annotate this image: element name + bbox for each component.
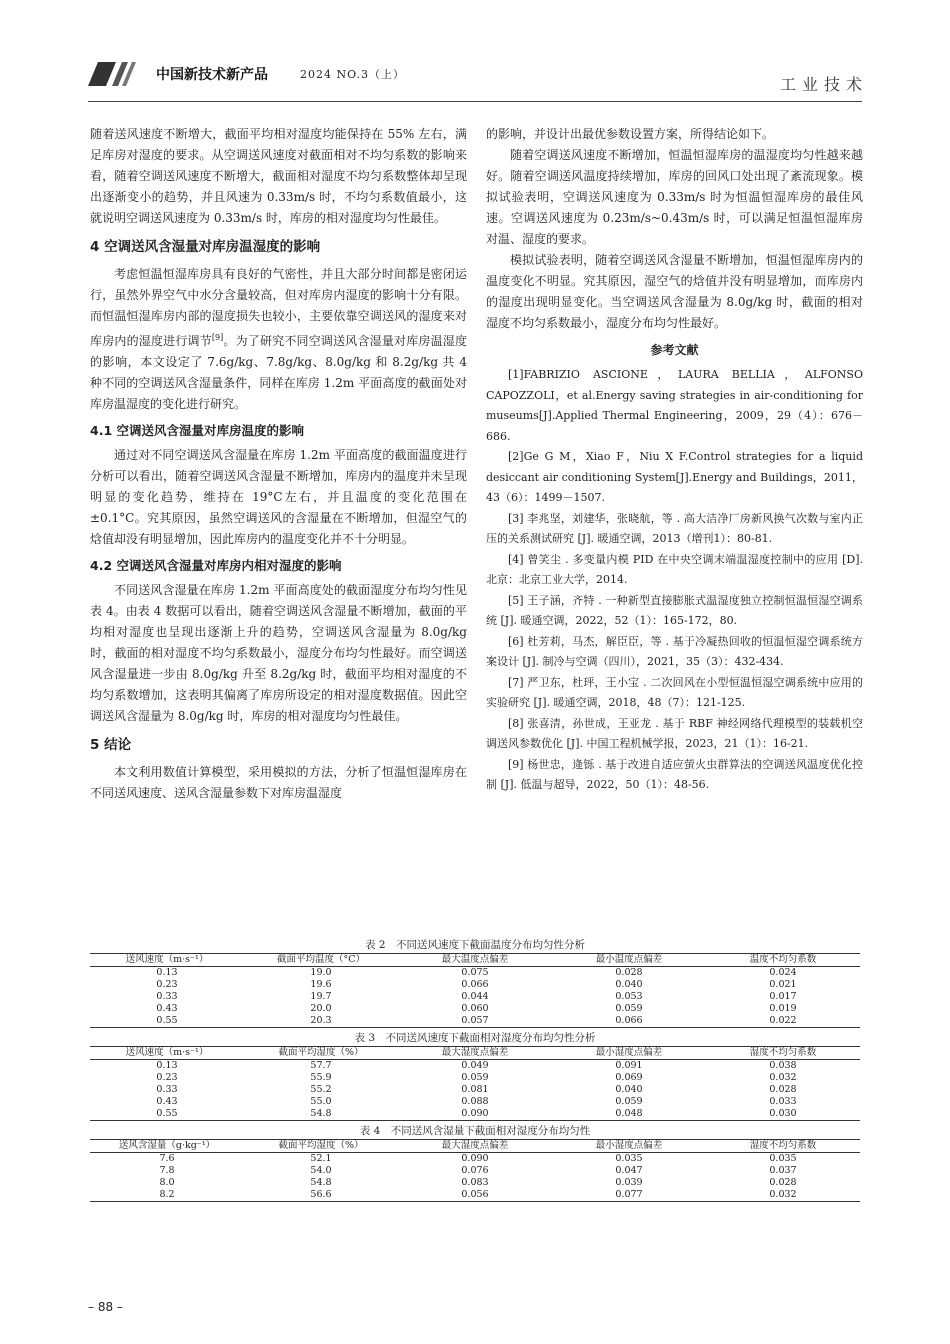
reference-item: [7] 严卫东，杜玶，王小宝 . 二次回风在小型恒温恒湿空调系统中应用的实验研究 [J]. 暖通空调，2018，48（7）：121-125. [486, 675, 863, 709]
table-cell: 7.6 [159, 1153, 175, 1164]
table-cell: 0.066 [552, 1015, 706, 1028]
table-cell: 0.047 [615, 1165, 643, 1176]
reference-item: [3] 李兆坚，刘建华，张晓航，等 . 高大洁净厂房新风换气次数与室内正压的关系测试研究 [J]. 暖通空调，2013（增刊1）：80-81. [486, 511, 863, 545]
table-cell: 0.33 [156, 1084, 178, 1095]
table-cell: 0.23 [156, 979, 178, 990]
table-cell: 0.088 [461, 1096, 489, 1107]
table-3 [90, 1046, 860, 1121]
table-row [90, 979, 860, 991]
table-cell: 0.033 [769, 1096, 797, 1107]
reference-item: [2]Ge G M，Xiao F，Niu X F.Control strategies for a liquid desiccant air conditioning System[J].Energy and Buildings，2011，43（6）：1499－1507. [486, 450, 863, 504]
paragraph-text: 考虑恒温恒湿库房具有良好的气密性，并且大部分时间都是密闭运行，虽然外界空气中水分含量较高，但对库房内湿度的影响十分有限。而恒温恒湿库房内部的湿度损失也较小，主要依靠空调送风的湿度来对库房内的湿度进行调节 [90, 267, 467, 348]
column-header: 送风速度（m·s⁻¹） [90, 954, 244, 967]
table-cell: 0.024 [769, 967, 797, 978]
table-cell: 0.017 [769, 991, 797, 1002]
table-cell: 0.059 [615, 1096, 643, 1107]
table-cell: 0.059 [615, 1003, 643, 1014]
table-cell: 0.077 [552, 1189, 706, 1202]
table-cell: 0.040 [615, 979, 643, 990]
table-cell: 0.028 [615, 967, 643, 978]
table-cell: 57.7 [310, 1060, 332, 1071]
table-cell: 0.090 [398, 1108, 552, 1121]
table-3-caption: 表 3 不同送风速度下截面相对湿度分布均匀性分析 [354, 1032, 596, 1044]
left-column [90, 124, 467, 804]
table-cell: 19.6 [310, 979, 332, 990]
issue-number: 2024 NO.3（上） [300, 68, 405, 81]
table-cell: 0.069 [615, 1072, 643, 1083]
table-cell: 0.049 [461, 1060, 489, 1071]
paragraph: 本文利用数值计算模型，采用模拟的方法，分析了恒温恒湿库房在不同送风速度、送风含湿量参数下对库房温湿度 [90, 765, 467, 800]
table-cell: 0.23 [156, 1072, 178, 1083]
table-row [90, 1108, 860, 1121]
table-cell: 0.43 [156, 1096, 178, 1107]
table-cell: 0.090 [461, 1153, 489, 1164]
references-title: 参考文献 [650, 343, 699, 357]
table-row [90, 1165, 860, 1177]
column-header: 最小温度点偏差 [552, 954, 706, 967]
section-heading-4-1: 4.1 空调送风含湿量对库房温度的影响 [90, 423, 304, 438]
column-header: 送风速度（m·s⁻¹） [90, 1047, 244, 1060]
table-row [90, 1177, 860, 1189]
table-cell: 7.8 [159, 1165, 175, 1176]
table-cell: 52.1 [310, 1153, 332, 1164]
table-cell: 0.55 [90, 1108, 244, 1121]
table-cell: 20.3 [244, 1015, 398, 1028]
column-header: 送风含湿量（g·kg⁻¹） [90, 1140, 244, 1153]
references-list [486, 365, 863, 796]
table-cell: 56.6 [244, 1189, 398, 1202]
column-header: 湿度不均匀系数 [706, 1047, 860, 1060]
table-cell: 0.053 [615, 991, 643, 1002]
column-header: 截面平均湿度（%） [244, 1047, 398, 1060]
table-cell: 54.0 [310, 1165, 332, 1176]
table-row [90, 1189, 860, 1202]
table-cell: 55.9 [310, 1072, 332, 1083]
paragraph [90, 264, 467, 415]
table-cell: 0.038 [769, 1060, 797, 1071]
reference-item: [9] 杨世忠，逄铄 . 基于改进自适应萤火虫群算法的空调送风温度优化控制 [J]. 低温与超导，2022，50（1）：48-56. [486, 757, 863, 791]
page-number: – 88 – [88, 1300, 123, 1314]
table-cell: 0.066 [461, 979, 489, 990]
table-4-caption: 表 4 不同送风含湿量下截面相对湿度分布均匀性 [359, 1125, 591, 1137]
reference-item: [8] 张喜清，孙世成，王亚龙 . 基于 RBF 神经网络代理模型的装载机空调送风参数优化 [J]. 中国工程机械学报，2023，21（1）：16-21. [486, 716, 863, 750]
table-cell: 0.083 [461, 1177, 489, 1188]
section-heading-4-2: 4.2 空调送风含湿量对库房内相对湿度的影响 [90, 558, 342, 573]
section-heading-4: 4 空调送风含湿量对库房温湿度的影响 [90, 239, 321, 255]
section-name: 工业技术 [779, 75, 868, 94]
table-cell: 20.0 [310, 1003, 332, 1014]
table-row [90, 967, 860, 980]
tables-area [90, 935, 860, 1202]
right-column [486, 124, 863, 796]
table-cell: 0.057 [398, 1015, 552, 1028]
column-header: 最大温度点偏差 [398, 954, 552, 967]
table-cell: 0.13 [156, 1060, 178, 1071]
table-4 [90, 1139, 860, 1202]
table-cell: 0.032 [706, 1189, 860, 1202]
column-header: 截面平均温度（°C） [244, 954, 398, 967]
citation-ref: [9] [211, 333, 224, 342]
table-cell: 0.028 [769, 1084, 797, 1095]
table-cell: 0.33 [156, 991, 178, 1002]
table-2 [90, 953, 860, 1028]
table-cell: 0.056 [398, 1189, 552, 1202]
table-cell: 0.060 [461, 1003, 489, 1014]
table-cell: 0.022 [706, 1015, 860, 1028]
table-cell: 0.019 [769, 1003, 797, 1014]
table-cell: 55.2 [310, 1084, 332, 1095]
table-cell: 0.028 [769, 1177, 797, 1188]
table-cell: 19.0 [310, 967, 332, 978]
table-cell: 0.032 [769, 1072, 797, 1083]
table-2-caption: 表 2 不同送风速度下截面温度分布均匀性分析 [364, 939, 586, 951]
table-cell: 0.55 [90, 1015, 244, 1028]
table-row [90, 1015, 860, 1028]
paragraph: 不同送风含湿量在库房 1.2m 平面高度处的截面湿度分布均匀性见表 4。由表 4 数据可以看出，随着空调送风含湿量不断增加，截面的平均相对湿度也呈现出逐渐上升的趋势，空调送风含湿量为 8.0g/kg 时，截面的相对湿度不均匀系数最小，湿度分布均匀性最好。而空调送风含湿量进一步由 8.0g/kg 升至 8.2g/kg 时，截面平均相对湿度的不均匀系数增加，这表明其偏离了库房所设定的相对湿度数据值。因此空调送风含湿量为 8.0g/kg 时，库房的相对湿度均匀性最佳。 [90, 583, 467, 723]
page-header [88, 58, 868, 94]
table-row [90, 1084, 860, 1096]
table-cell: 19.7 [310, 991, 332, 1002]
table-cell: 55.0 [310, 1096, 332, 1107]
table-cell: 0.091 [615, 1060, 643, 1071]
table-cell: 0.43 [156, 1003, 178, 1014]
reference-item: [4] 曾笑尘 . 多变量内模 PID 在中央空调末端温湿度控制中的应用 [D]. 北京：北京工业大学，2014. [486, 552, 863, 586]
table-cell: 0.040 [615, 1084, 643, 1095]
journal-name: 中国新技术新产品 [156, 67, 268, 83]
table-row [90, 1060, 860, 1073]
paragraph: 随着送风速度不断增大，截面平均相对湿度均能保持在 55% 左右，满足库房对湿度的要求。从空调送风速度对截面相对不均匀系数的影响来看，随着空调送风速度不断增大，截面相对湿度不均匀系数整体却呈现出逐渐变小的趋势，并且风速为 0.33m/s 时，不均匀系数值最小，这就说明空调送风速度为 0.33m/s 时，库房的相对湿度均匀性最佳。 [90, 127, 467, 225]
table-cell: 8.2 [90, 1189, 244, 1202]
journal-logo-icon [88, 62, 144, 86]
column-header: 温度不均匀系数 [706, 954, 860, 967]
section-heading-5: 5 结论 [90, 737, 132, 753]
table-row [90, 1153, 860, 1166]
column-header: 截面平均湿度（%） [244, 1140, 398, 1153]
table-row [90, 1003, 860, 1015]
header-rule [88, 101, 862, 102]
column-header: 最小湿度点偏差 [552, 1047, 706, 1060]
table-cell: 54.8 [244, 1108, 398, 1121]
table-cell: 0.076 [461, 1165, 489, 1176]
column-header: 湿度不均匀系数 [706, 1140, 860, 1153]
reference-item: [1]FABRIZIO ASCIONE，LAURA BELLIA，ALFONSO CAPOZZOLI，et al.Energy saving strategies in air-conditioning for museums[J].Applied Thermal Engineering，2009，29（4）：676－686. [486, 368, 863, 443]
table-cell: 54.8 [310, 1177, 332, 1188]
table-row [90, 991, 860, 1003]
column-header: 最大湿度点偏差 [398, 1047, 552, 1060]
paragraph-text: 。为了研究不同空调送风含湿量对库房温湿度的影响，本文设定了 7.6g/kg、7.8g/kg、8.0g/kg 和 8.2g/kg 共 4 种不同的空调送风含湿量条件，同样在库房 1.2m 平面高度的截面处对库房温湿度的变化进行研究。 [90, 334, 467, 411]
table-cell: 0.044 [461, 991, 489, 1002]
table-cell: 0.030 [706, 1108, 860, 1121]
table-cell: 0.059 [461, 1072, 489, 1083]
column-header: 最大湿度点偏差 [398, 1140, 552, 1153]
table-cell: 0.021 [769, 979, 797, 990]
table-cell: 8.0 [159, 1177, 175, 1188]
paragraph: 随着空调送风速度不断增加，恒温恒湿库房的温湿度均匀性越来越好。随着空调送风温度持续增加，库房的回风口处出现了紊流现象。模拟试验表明，空调送风速度为 0.33m/s 时为恒温恒湿库房的最佳风速。空调送风速度为 0.23m/s~0.43m/s 时，可以满足恒温恒湿库房对温、湿度的要求。 [486, 148, 863, 246]
reference-item: [5] 王子涵，齐特 . 一种新型直接膨胀式温湿度独立控制恒温恒湿空调系统 [J]. 暖通空调，2022，52（1）：165-172，80. [486, 593, 863, 627]
paragraph: 模拟试验表明，随着空调送风含湿量不断增加，恒温恒湿库房内的温度变化不明显。究其原因，湿空气的焓值并没有明显增加，而库房内的湿度出现明显变化。当空调送风含湿量为 8.0g/kg 时，截面的相对湿度不均匀系数最小，湿度分布均匀性最好。 [486, 253, 863, 330]
reference-item: [6] 杜芳莉，马杰，解臣臣，等 . 基于冷凝热回收的恒温恒湿空调系统方案设计 [J]. 制冷与空调（四川），2021，35（3）：432-434. [486, 634, 863, 668]
table-cell: 0.081 [461, 1084, 489, 1095]
table-cell: 0.037 [769, 1165, 797, 1176]
table-row [90, 1096, 860, 1108]
paragraph: 的影响，并设计出最优参数设置方案，所得结论如下。 [486, 127, 775, 141]
table-cell: 0.13 [156, 967, 178, 978]
table-cell: 0.039 [615, 1177, 643, 1188]
table-cell: 0.035 [615, 1153, 643, 1164]
table-cell: 0.035 [769, 1153, 797, 1164]
table-cell: 0.048 [552, 1108, 706, 1121]
table-row [90, 1072, 860, 1084]
table-cell: 0.075 [461, 967, 489, 978]
column-header: 最小湿度点偏差 [552, 1140, 706, 1153]
paragraph: 通过对不同空调送风含湿量在库房 1.2m 平面高度的截面温度进行分析可以看出，随着空调送风含湿量不断增加，库房内的温度并未呈现明显的变化趋势，维持在 19°C左右，并且温度的变化范围在 ±0.1°C。究其原因，虽然空调送风的含湿量在不断增加，但湿空气的焓值却没有明显增加，因此库房内的温度变化并不十分明显。 [90, 448, 467, 546]
